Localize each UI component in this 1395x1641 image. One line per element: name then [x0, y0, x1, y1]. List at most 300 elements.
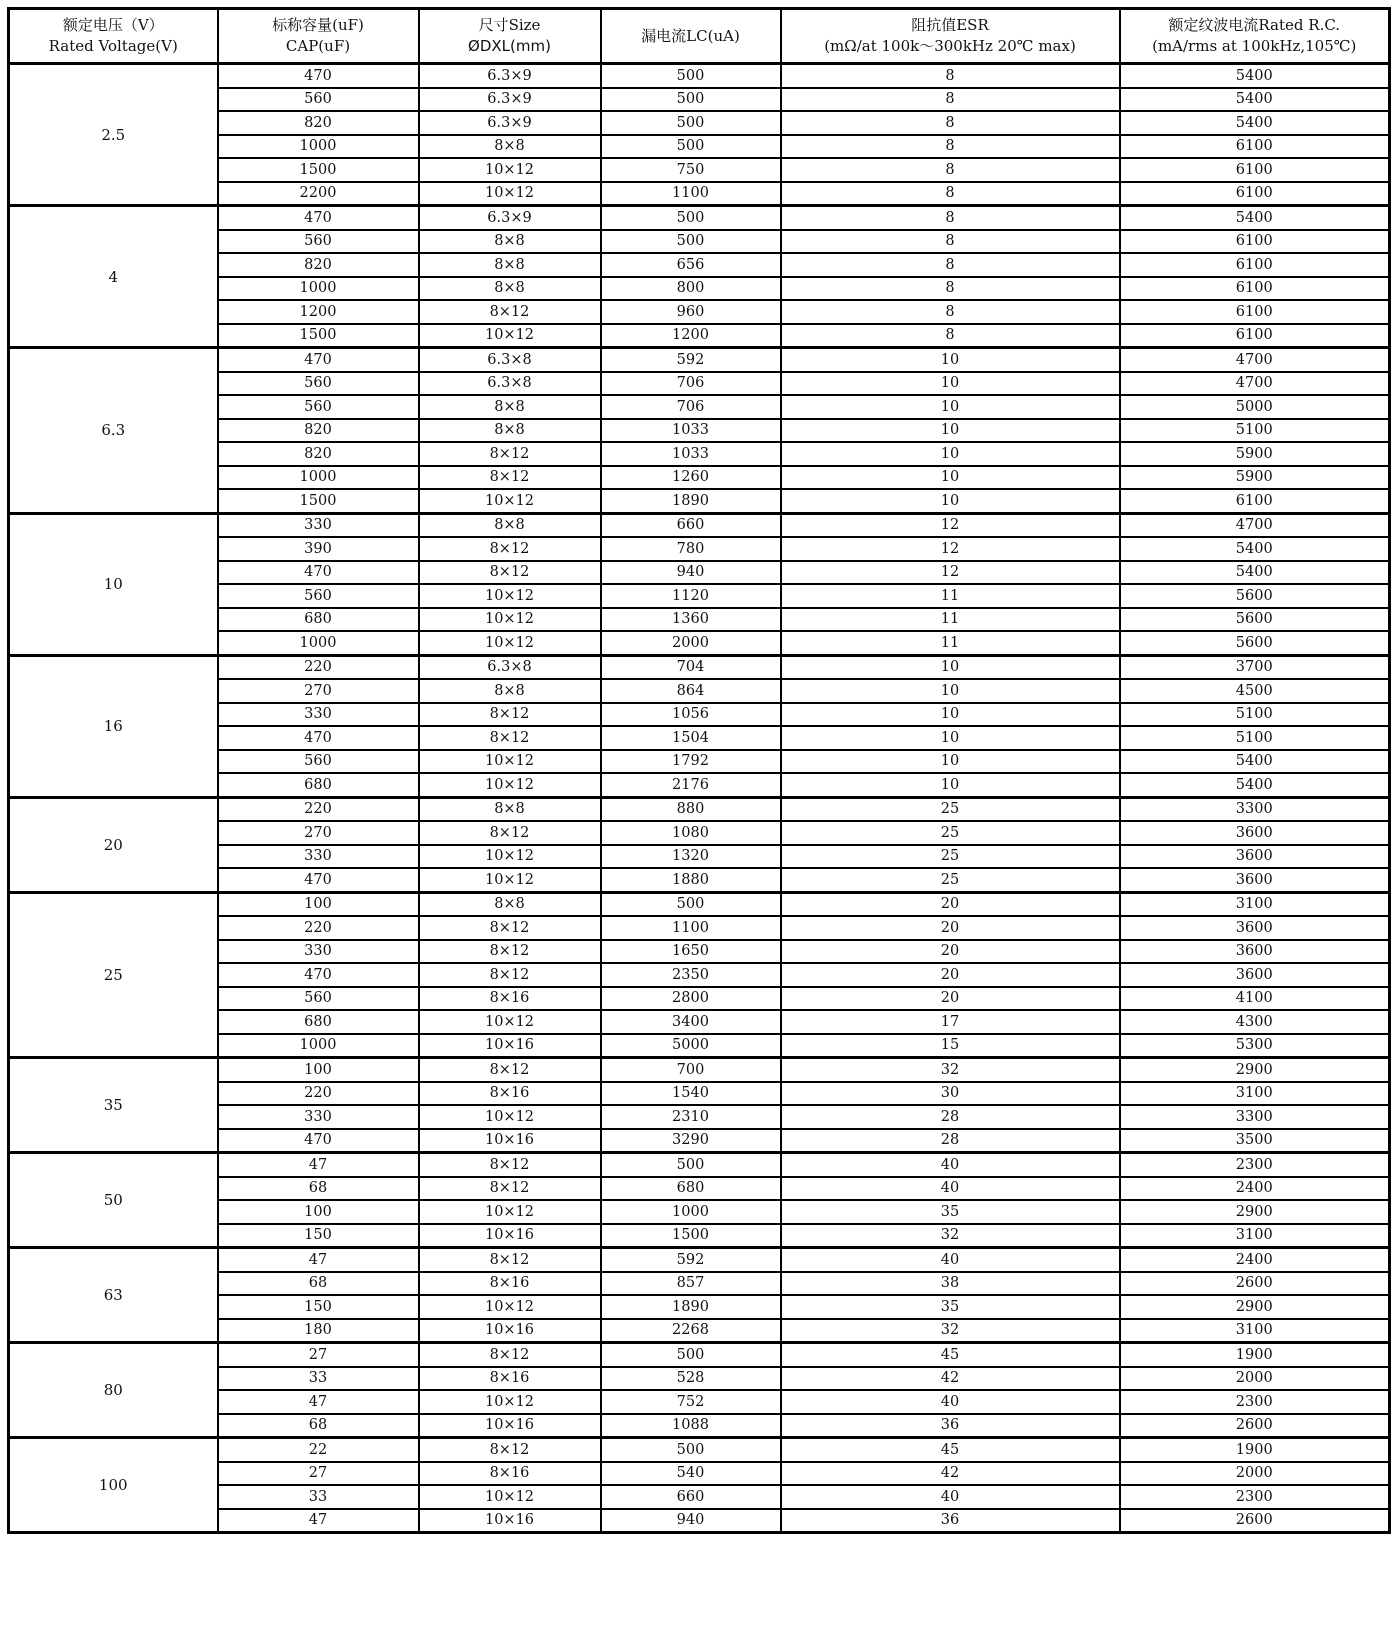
table-row	[9, 1153, 1390, 1177]
cell-ripple-current: 3600	[1120, 821, 1390, 845]
cell-esr: 15	[781, 1034, 1120, 1058]
cell-size: 8×12	[419, 1438, 601, 1462]
cell-ripple-current: 6100	[1120, 277, 1390, 301]
cell-esr: 35	[781, 1200, 1120, 1224]
cell-leakage-current: 3290	[601, 1129, 781, 1153]
header-capacitance-cn: 标称容量(uF)	[272, 16, 364, 34]
cell-capacitance: 470	[218, 348, 419, 372]
table-row	[9, 655, 1390, 679]
cell-leakage-current: 752	[601, 1390, 781, 1414]
cell-capacitance: 330	[218, 845, 419, 869]
cell-leakage-current: 704	[601, 655, 781, 679]
cell-leakage-current: 1360	[601, 608, 781, 632]
cell-size: 8×8	[419, 797, 601, 821]
cell-esr: 28	[781, 1105, 1120, 1129]
cell-rated-voltage: 4	[9, 206, 218, 348]
cell-ripple-current: 4500	[1120, 679, 1390, 703]
cell-capacitance: 1500	[218, 324, 419, 348]
cell-capacitance: 560	[218, 88, 419, 112]
cell-ripple-current: 6100	[1120, 135, 1390, 159]
cell-ripple-current: 3600	[1120, 940, 1390, 964]
cell-leakage-current: 706	[601, 395, 781, 419]
cell-ripple-current: 3500	[1120, 1129, 1390, 1153]
cell-ripple-current: 4700	[1120, 513, 1390, 537]
cell-ripple-current: 6100	[1120, 182, 1390, 206]
cell-leakage-current: 540	[601, 1462, 781, 1486]
cell-esr: 8	[781, 182, 1120, 206]
header-ripple-current	[1120, 9, 1390, 64]
table-row	[9, 206, 1390, 230]
cell-ripple-current: 3600	[1120, 845, 1390, 869]
cell-leakage-current: 5000	[601, 1034, 781, 1058]
cell-capacitance: 220	[218, 916, 419, 940]
cell-ripple-current: 5400	[1120, 111, 1390, 135]
cell-ripple-current: 6100	[1120, 253, 1390, 277]
cell-size: 10×12	[419, 631, 601, 655]
cell-ripple-current: 5400	[1120, 206, 1390, 230]
cell-leakage-current: 800	[601, 277, 781, 301]
cell-esr: 10	[781, 726, 1120, 750]
cell-ripple-current: 5600	[1120, 584, 1390, 608]
cell-size: 10×16	[419, 1509, 601, 1533]
cell-leakage-current: 500	[601, 206, 781, 230]
cell-size: 8×8	[419, 277, 601, 301]
cell-capacitance: 470	[218, 868, 419, 892]
table-row	[9, 1438, 1390, 1462]
capacitor-spec-table	[7, 7, 1391, 1534]
cell-ripple-current: 6100	[1120, 324, 1390, 348]
cell-size: 10×12	[419, 608, 601, 632]
table-row	[9, 348, 1390, 372]
cell-capacitance: 270	[218, 821, 419, 845]
cell-ripple-current: 6100	[1120, 300, 1390, 324]
cell-ripple-current: 5300	[1120, 1034, 1390, 1058]
cell-size: 10×16	[419, 1414, 601, 1438]
cell-esr: 8	[781, 277, 1120, 301]
cell-ripple-current: 3600	[1120, 963, 1390, 987]
cell-esr: 32	[781, 1058, 1120, 1082]
cell-ripple-current: 2400	[1120, 1248, 1390, 1272]
cell-leakage-current: 1260	[601, 466, 781, 490]
cell-leakage-current: 2176	[601, 773, 781, 797]
cell-size: 10×12	[419, 1390, 601, 1414]
cell-capacitance: 1000	[218, 277, 419, 301]
voltage-group	[9, 892, 1390, 1058]
voltage-group	[9, 1153, 1390, 1248]
cell-ripple-current: 4700	[1120, 372, 1390, 396]
cell-ripple-current: 6100	[1120, 230, 1390, 254]
cell-esr: 8	[781, 206, 1120, 230]
cell-esr: 20	[781, 987, 1120, 1011]
cell-leakage-current: 1120	[601, 584, 781, 608]
cell-capacitance: 68	[218, 1272, 419, 1296]
cell-rated-voltage: 20	[9, 797, 218, 892]
cell-esr: 10	[781, 442, 1120, 466]
cell-esr: 11	[781, 584, 1120, 608]
cell-capacitance: 330	[218, 940, 419, 964]
cell-esr: 42	[781, 1462, 1120, 1486]
cell-ripple-current: 5400	[1120, 773, 1390, 797]
cell-ripple-current: 2600	[1120, 1509, 1390, 1533]
cell-capacitance: 22	[218, 1438, 419, 1462]
cell-esr: 32	[781, 1224, 1120, 1248]
cell-leakage-current: 500	[601, 1153, 781, 1177]
cell-esr: 10	[781, 395, 1120, 419]
cell-size: 8×16	[419, 1272, 601, 1296]
cell-esr: 10	[781, 348, 1120, 372]
cell-size: 8×12	[419, 300, 601, 324]
cell-capacitance: 680	[218, 1010, 419, 1034]
cell-ripple-current: 2000	[1120, 1462, 1390, 1486]
cell-leakage-current: 592	[601, 348, 781, 372]
cell-esr: 20	[781, 916, 1120, 940]
cell-leakage-current: 500	[601, 230, 781, 254]
cell-ripple-current: 3700	[1120, 655, 1390, 679]
cell-leakage-current: 680	[601, 1177, 781, 1201]
cell-capacitance: 220	[218, 1082, 419, 1106]
cell-esr: 40	[781, 1390, 1120, 1414]
cell-size: 10×16	[419, 1034, 601, 1058]
cell-size: 8×16	[419, 1082, 601, 1106]
header-esr-en: (mΩ/at 100k～300kHz 20℃ max)	[824, 37, 1076, 55]
table-row	[9, 892, 1390, 916]
cell-leakage-current: 1500	[601, 1224, 781, 1248]
cell-size: 8×12	[419, 916, 601, 940]
cell-ripple-current: 4300	[1120, 1010, 1390, 1034]
cell-leakage-current: 1792	[601, 750, 781, 774]
cell-capacitance: 150	[218, 1295, 419, 1319]
cell-ripple-current: 5900	[1120, 466, 1390, 490]
voltage-group	[9, 206, 1390, 348]
cell-size: 8×8	[419, 395, 601, 419]
cell-capacitance: 47	[218, 1390, 419, 1414]
header-rated-voltage-cn: 额定电压（V）	[62, 16, 164, 34]
cell-leakage-current: 3400	[601, 1010, 781, 1034]
cell-ripple-current: 2400	[1120, 1177, 1390, 1201]
cell-leakage-current: 660	[601, 513, 781, 537]
cell-leakage-current: 864	[601, 679, 781, 703]
cell-leakage-current: 1033	[601, 419, 781, 443]
cell-capacitance: 270	[218, 679, 419, 703]
cell-ripple-current: 5100	[1120, 726, 1390, 750]
cell-capacitance: 68	[218, 1177, 419, 1201]
cell-size: 8×12	[419, 1343, 601, 1367]
table-row	[9, 1058, 1390, 1082]
cell-esr: 30	[781, 1082, 1120, 1106]
cell-leakage-current: 656	[601, 253, 781, 277]
cell-size: 10×12	[419, 1200, 601, 1224]
cell-capacitance: 470	[218, 561, 419, 585]
cell-esr: 20	[781, 892, 1120, 916]
cell-size: 8×12	[419, 726, 601, 750]
cell-capacitance: 180	[218, 1319, 419, 1343]
cell-capacitance: 330	[218, 1105, 419, 1129]
cell-rated-voltage: 80	[9, 1343, 218, 1438]
cell-leakage-current: 592	[601, 1248, 781, 1272]
cell-size: 10×12	[419, 584, 601, 608]
header-ripple-current-en: (mA/rms at 100kHz,105℃)	[1152, 37, 1357, 55]
cell-capacitance: 1000	[218, 631, 419, 655]
cell-rated-voltage: 25	[9, 892, 218, 1058]
voltage-group	[9, 64, 1390, 206]
header-capacitance	[218, 9, 419, 64]
cell-esr: 8	[781, 64, 1120, 88]
cell-esr: 10	[781, 703, 1120, 727]
cell-capacitance: 220	[218, 797, 419, 821]
cell-size: 6.3×9	[419, 206, 601, 230]
header-size	[419, 9, 601, 64]
cell-ripple-current: 2300	[1120, 1485, 1390, 1509]
cell-leakage-current: 857	[601, 1272, 781, 1296]
cell-leakage-current: 700	[601, 1058, 781, 1082]
cell-leakage-current: 706	[601, 372, 781, 396]
cell-size: 8×12	[419, 1248, 601, 1272]
cell-capacitance: 1200	[218, 300, 419, 324]
cell-size: 6.3×9	[419, 111, 601, 135]
cell-esr: 25	[781, 868, 1120, 892]
cell-capacitance: 560	[218, 584, 419, 608]
cell-esr: 10	[781, 750, 1120, 774]
cell-ripple-current: 2000	[1120, 1367, 1390, 1391]
cell-leakage-current: 1650	[601, 940, 781, 964]
cell-esr: 42	[781, 1367, 1120, 1391]
cell-size: 8×8	[419, 253, 601, 277]
cell-esr: 10	[781, 773, 1120, 797]
table-row	[9, 64, 1390, 88]
cell-esr: 20	[781, 963, 1120, 987]
cell-size: 10×12	[419, 773, 601, 797]
cell-size: 10×12	[419, 845, 601, 869]
cell-ripple-current: 2600	[1120, 1414, 1390, 1438]
cell-leakage-current: 660	[601, 1485, 781, 1509]
cell-leakage-current: 528	[601, 1367, 781, 1391]
header-capacitance-en: CAP(uF)	[285, 37, 351, 55]
cell-leakage-current: 500	[601, 135, 781, 159]
cell-leakage-current: 1088	[601, 1414, 781, 1438]
cell-ripple-current: 5400	[1120, 750, 1390, 774]
cell-size: 8×12	[419, 537, 601, 561]
cell-esr: 36	[781, 1414, 1120, 1438]
header-row	[9, 9, 1390, 64]
cell-capacitance: 220	[218, 655, 419, 679]
cell-leakage-current: 500	[601, 111, 781, 135]
cell-capacitance: 1500	[218, 158, 419, 182]
voltage-group	[9, 797, 1390, 892]
cell-leakage-current: 1100	[601, 916, 781, 940]
cell-esr: 38	[781, 1272, 1120, 1296]
cell-esr: 8	[781, 253, 1120, 277]
cell-rated-voltage: 63	[9, 1248, 218, 1343]
cell-esr: 12	[781, 537, 1120, 561]
cell-capacitance: 100	[218, 1058, 419, 1082]
table-row	[9, 1248, 1390, 1272]
voltage-group	[9, 348, 1390, 514]
cell-size: 6.3×9	[419, 88, 601, 112]
cell-leakage-current: 1504	[601, 726, 781, 750]
voltage-group	[9, 1343, 1390, 1438]
cell-ripple-current: 4700	[1120, 348, 1390, 372]
cell-ripple-current: 5000	[1120, 395, 1390, 419]
cell-size: 6.3×8	[419, 655, 601, 679]
cell-size: 10×12	[419, 868, 601, 892]
cell-ripple-current: 3100	[1120, 892, 1390, 916]
cell-size: 10×12	[419, 1105, 601, 1129]
cell-size: 6.3×8	[419, 348, 601, 372]
cell-esr: 40	[781, 1153, 1120, 1177]
cell-size: 8×8	[419, 135, 601, 159]
cell-capacitance: 2200	[218, 182, 419, 206]
cell-rated-voltage: 6.3	[9, 348, 218, 514]
cell-leakage-current: 780	[601, 537, 781, 561]
header-leakage-current-cn: 漏电流LC(uA)	[641, 26, 740, 45]
cell-rated-voltage: 50	[9, 1153, 218, 1248]
cell-size: 8×12	[419, 561, 601, 585]
cell-capacitance: 27	[218, 1343, 419, 1367]
cell-capacitance: 560	[218, 230, 419, 254]
cell-size: 10×12	[419, 1295, 601, 1319]
cell-esr: 8	[781, 135, 1120, 159]
header-esr	[781, 9, 1120, 64]
cell-ripple-current: 2900	[1120, 1295, 1390, 1319]
cell-capacitance: 33	[218, 1485, 419, 1509]
cell-esr: 10	[781, 655, 1120, 679]
table-row	[9, 797, 1390, 821]
cell-size: 8×12	[419, 703, 601, 727]
cell-ripple-current: 3300	[1120, 1105, 1390, 1129]
cell-capacitance: 560	[218, 750, 419, 774]
cell-size: 8×12	[419, 963, 601, 987]
cell-size: 8×12	[419, 940, 601, 964]
cell-leakage-current: 500	[601, 1438, 781, 1462]
cell-leakage-current: 2800	[601, 987, 781, 1011]
cell-esr: 40	[781, 1248, 1120, 1272]
cell-leakage-current: 2000	[601, 631, 781, 655]
cell-ripple-current: 1900	[1120, 1343, 1390, 1367]
cell-capacitance: 470	[218, 963, 419, 987]
cell-capacitance: 820	[218, 253, 419, 277]
cell-esr: 8	[781, 230, 1120, 254]
table-header	[9, 9, 1390, 64]
cell-capacitance: 820	[218, 442, 419, 466]
header-size-cn: 尺寸Size	[478, 16, 541, 34]
cell-esr: 10	[781, 419, 1120, 443]
cell-capacitance: 390	[218, 537, 419, 561]
cell-size: 10×16	[419, 1319, 601, 1343]
cell-esr: 10	[781, 372, 1120, 396]
cell-leakage-current: 500	[601, 892, 781, 916]
cell-esr: 11	[781, 608, 1120, 632]
cell-leakage-current: 880	[601, 797, 781, 821]
cell-ripple-current: 5900	[1120, 442, 1390, 466]
cell-rated-voltage: 2.5	[9, 64, 218, 206]
cell-size: 10×12	[419, 324, 601, 348]
cell-size: 8×12	[419, 821, 601, 845]
cell-ripple-current: 5400	[1120, 64, 1390, 88]
cell-ripple-current: 3100	[1120, 1224, 1390, 1248]
cell-esr: 8	[781, 88, 1120, 112]
cell-size: 10×12	[419, 1010, 601, 1034]
cell-esr: 10	[781, 679, 1120, 703]
cell-capacitance: 47	[218, 1248, 419, 1272]
cell-size: 10×12	[419, 750, 601, 774]
cell-capacitance: 820	[218, 111, 419, 135]
cell-capacitance: 820	[218, 419, 419, 443]
table-row	[9, 1343, 1390, 1367]
cell-capacitance: 560	[218, 372, 419, 396]
cell-ripple-current: 2300	[1120, 1153, 1390, 1177]
cell-size: 10×12	[419, 1485, 601, 1509]
cell-leakage-current: 500	[601, 88, 781, 112]
cell-esr: 40	[781, 1177, 1120, 1201]
cell-esr: 32	[781, 1319, 1120, 1343]
voltage-group	[9, 513, 1390, 655]
cell-capacitance: 47	[218, 1153, 419, 1177]
cell-ripple-current: 5100	[1120, 703, 1390, 727]
cell-ripple-current: 2900	[1120, 1200, 1390, 1224]
cell-size: 10×12	[419, 489, 601, 513]
cell-ripple-current: 5400	[1120, 88, 1390, 112]
cell-ripple-current: 3100	[1120, 1082, 1390, 1106]
cell-leakage-current: 500	[601, 1343, 781, 1367]
cell-size: 8×12	[419, 1177, 601, 1201]
cell-esr: 20	[781, 940, 1120, 964]
cell-size: 8×8	[419, 679, 601, 703]
cell-size: 6.3×8	[419, 372, 601, 396]
cell-rated-voltage: 35	[9, 1058, 218, 1153]
cell-capacitance: 470	[218, 206, 419, 230]
cell-size: 8×8	[419, 892, 601, 916]
cell-esr: 10	[781, 466, 1120, 490]
cell-capacitance: 100	[218, 1200, 419, 1224]
cell-ripple-current: 2300	[1120, 1390, 1390, 1414]
cell-rated-voltage: 10	[9, 513, 218, 655]
cell-capacitance: 470	[218, 1129, 419, 1153]
cell-ripple-current: 3600	[1120, 916, 1390, 940]
cell-size: 10×16	[419, 1129, 601, 1153]
cell-ripple-current: 5100	[1120, 419, 1390, 443]
cell-leakage-current: 1890	[601, 1295, 781, 1319]
cell-capacitance: 1000	[218, 1034, 419, 1058]
cell-capacitance: 560	[218, 987, 419, 1011]
header-esr-cn: 阻抗值ESR	[911, 16, 989, 34]
cell-ripple-current: 6100	[1120, 489, 1390, 513]
cell-esr: 17	[781, 1010, 1120, 1034]
cell-leakage-current: 1320	[601, 845, 781, 869]
cell-leakage-current: 750	[601, 158, 781, 182]
cell-capacitance: 100	[218, 892, 419, 916]
cell-esr: 11	[781, 631, 1120, 655]
header-rated-voltage-en: Rated Voltage(V)	[48, 37, 178, 55]
cell-esr: 35	[781, 1295, 1120, 1319]
cell-esr: 12	[781, 513, 1120, 537]
cell-size: 6.3×9	[419, 64, 601, 88]
voltage-group	[9, 1248, 1390, 1343]
cell-esr: 25	[781, 797, 1120, 821]
cell-capacitance: 150	[218, 1224, 419, 1248]
cell-leakage-current: 1056	[601, 703, 781, 727]
cell-esr: 40	[781, 1485, 1120, 1509]
cell-esr: 45	[781, 1343, 1120, 1367]
cell-rated-voltage: 100	[9, 1438, 218, 1533]
cell-leakage-current: 1000	[601, 1200, 781, 1224]
cell-size: 10×12	[419, 158, 601, 182]
cell-size: 8×16	[419, 1462, 601, 1486]
cell-size: 8×16	[419, 1367, 601, 1391]
cell-size: 8×12	[419, 442, 601, 466]
cell-leakage-current: 1080	[601, 821, 781, 845]
cell-esr: 12	[781, 561, 1120, 585]
cell-capacitance: 470	[218, 726, 419, 750]
